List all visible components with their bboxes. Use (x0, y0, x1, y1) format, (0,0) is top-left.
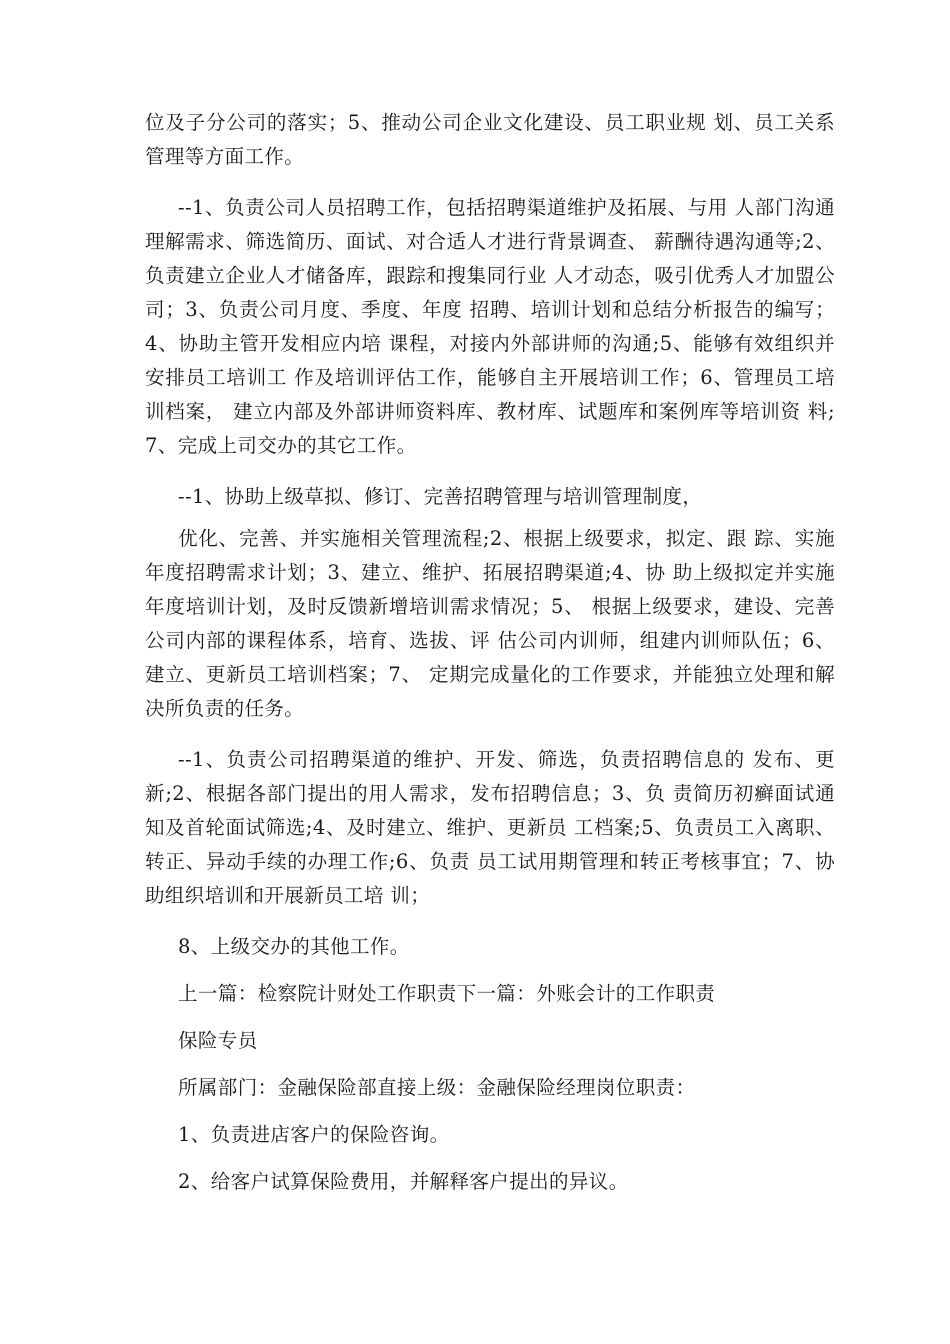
list-item-duty-2: 2、给客户试算保险费用，并解释客户提出的异议。 (178, 1170, 629, 1193)
previous-next-links: 上一篇：检察院计财处工作职责下一篇：外账会计的工作职责 (178, 982, 716, 1005)
document-body (145, 106, 835, 1212)
paragraph-recruitment-duties: --1、负责公司人员招聘工作，包括招聘渠道维护及拓展、与用 人部门沟通理解需求、筛选简历、面试、对合适人才进行背景调查、 薪酬待遇沟通等;2、负责建立企业人才储备库，跟踪和搜集同行业 人才动态，吸引优秀人才加盟公司；3、负责公司月度、季度、年度 招聘、培训计划和总结分析报告的编写；4、协助主管开发相应内培 课程，对接内外部讲师的沟通;5、能够有效组织并安排员工培训工 作及培训评估工作，能够自主开展培训工作；6、管理员工培训档案， 建立内部及外部讲师资料库、教材库、试题库和案例库等培训资 料;7、完成上司交办的其它工作。 (145, 196, 835, 457)
list-item-duty-1: 1、负责进店客户的保险咨询。 (178, 1123, 450, 1146)
paragraph-other-tasks: 8、上级交办的其他工作。 (178, 935, 410, 958)
paragraph-channel-maintenance: --1、负责公司招聘渠道的维护、开发、筛选，负责招聘信息的 发布、更新;2、根据各部门提出的用人需求，发布招聘信息；3、负 责简历初癣面试通知及首轮面试筛选;4、及时建立、维护、更新员 工档案;5、负责员工入离职、转正、异动手续的办理工作;6、负责 员工试用期管理和转正考核事宜；7、协助组织培训和开展新员工培 训； (145, 748, 835, 907)
paragraph-department-info: 所属部门：金融保险部直接上级：金融保险经理岗位职责： (178, 1076, 696, 1099)
paragraph-process-optimization: 优化、完善、并实施相关管理流程;2、根据上级要求，拟定、跟 踪、实施年度招聘需求计划；3、建立、维护、拓展招聘渠道;4、协 助上级拟定并实施年度培训计划，及时反馈新增培训需求情况；5、 根据上级要求，建设、完善公司内部的课程体系，培育、选拔、评 估公司内训师，组建内训师队伍；6、建立、更新员工培训档案；7、 定期完成量化的工作要求，并能独立处理和解决所负责的任务。 (145, 527, 835, 720)
paragraph-continuation: 位及子分公司的落实；5、推动公司企业文化建设、员工职业规 划、员工关系管理等方面工作。 (145, 111, 835, 168)
section-heading-insurance-specialist: 保险专员 (178, 1029, 258, 1052)
paragraph-assist-drafting: --1、协助上级草拟、修订、完善招聘管理与培训管理制度， (178, 485, 703, 508)
